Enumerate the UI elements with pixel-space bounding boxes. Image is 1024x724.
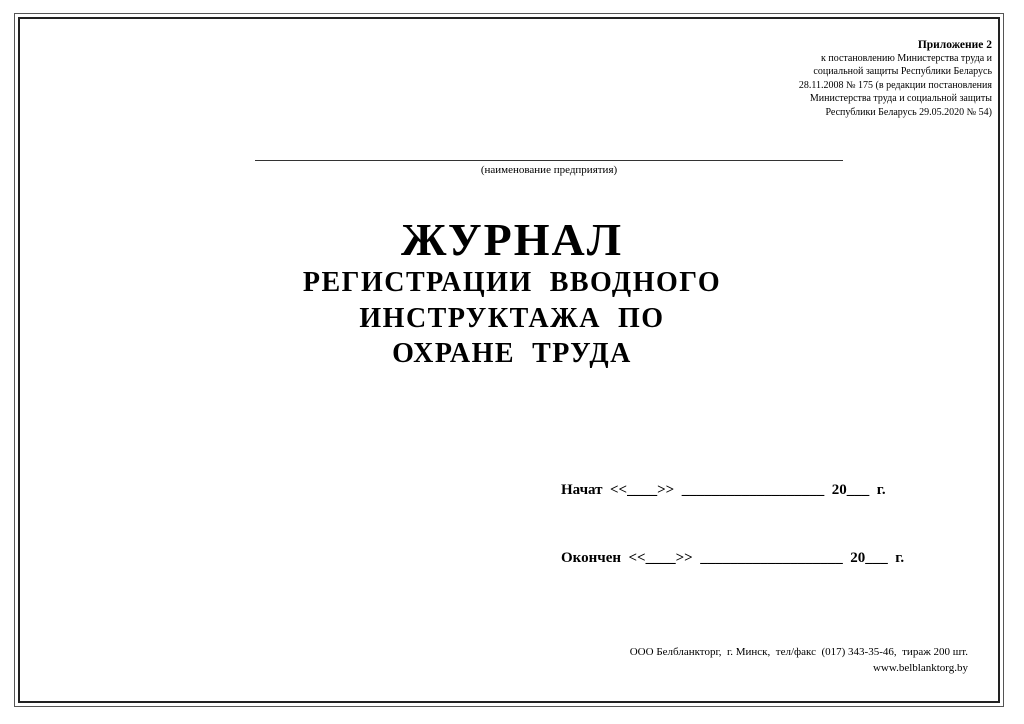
organization-name-line <box>255 160 843 161</box>
appendix-line: социальной защиты Республики Беларусь <box>813 66 992 78</box>
appendix-line: к постановлению Министерства труда и <box>820 53 992 64</box>
appendix-line: 28.11.2008 № 175 (в редакции постановления <box>798 79 992 91</box>
ended-date-text: Окончен <<____>> ___________________ 20___ г. <box>561 550 905 566</box>
publisher-website: www.belblanktorg.by <box>872 662 968 674</box>
started-date-text: Начат <<____>> ___________________ 20___ г. <box>561 482 886 498</box>
organization-caption: (наименование предприятия) <box>480 164 618 176</box>
appendix-line: Республики Беларусь 29.05.2020 № 54) <box>825 106 992 118</box>
ended-date-line <box>561 550 904 567</box>
subtitle-line-1: РЕГИСТРАЦИИ ВВОДНОГО <box>302 267 722 298</box>
appendix-note <box>799 38 992 119</box>
appendix-line: Министерства труда и социальной защиты <box>809 93 992 105</box>
publisher-line: ООО Белбланкторг, г. Минск, тел/факс (017) 343-35-46, тираж 200 шт. <box>629 646 968 658</box>
journal-title: ЖУРНАЛ <box>401 214 623 265</box>
subtitle-line-3: ОХРАНЕ ТРУДА <box>392 338 632 369</box>
publisher-info <box>630 644 968 676</box>
started-date-line <box>561 482 886 499</box>
subtitle-line-2: ИНСТРУКТАЖА ПО <box>359 303 665 334</box>
appendix-title: Приложение 2 <box>917 39 992 51</box>
